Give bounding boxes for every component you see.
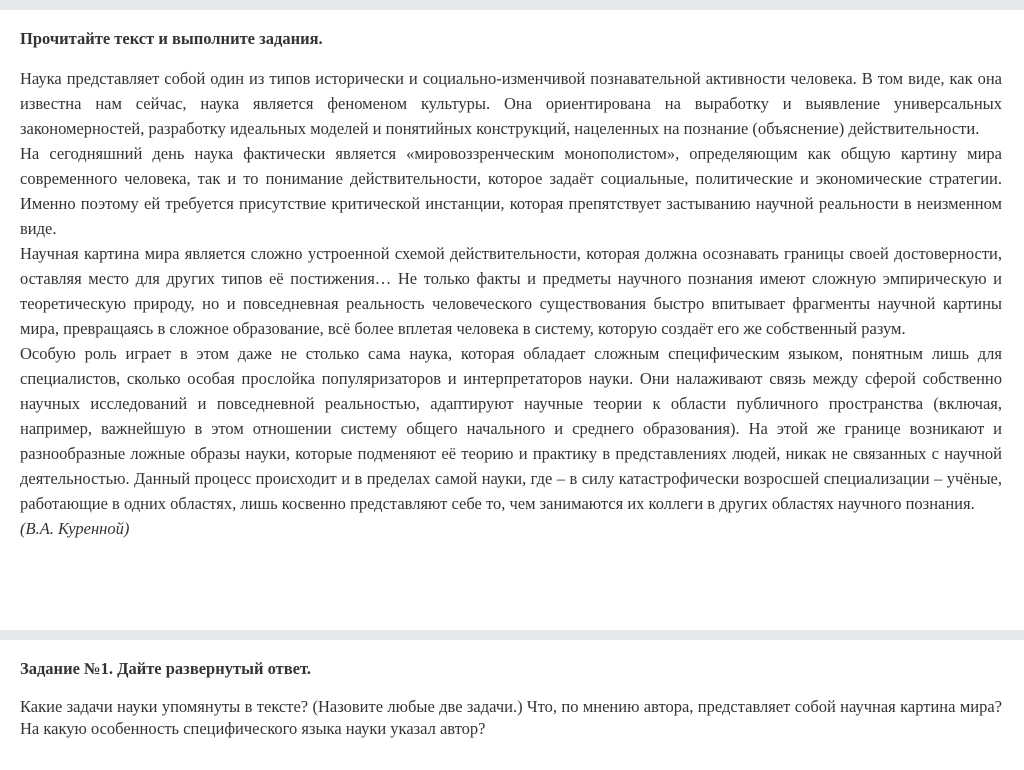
reading-section <box>0 10 1024 630</box>
reading-instruction: Прочитайте текст и выполните задания. <box>20 29 323 48</box>
author-attribution: (В.А. Куренной) <box>20 519 130 538</box>
task-section <box>0 640 1024 770</box>
top-divider <box>0 0 1024 10</box>
paragraph-4: Особую роль играет в этом даже не столько сама наука, которая обладает сложным специфическим языком, понятным лишь для специалистов, сколько особая прослойка популяризаторов и интерпретаторов науки. Они налаживают связь между сферой собственно научных исследований и повседневной реальностью, адаптируют научные теории к области публичного пространства (включая, например, важнейшую в этом отношении систему общего начального и среднего образования). На этой же границе возникают и разнообразные ложные образы науки, которые подменяют её теорию и практику в представлениях людей, никак не связанных с научной деятельностью. Данный процесс происходит и в пределах самой науки, где – в силу катастрофически возросшей специализации – учёные, работающие в одних областях, лишь косвенно представляют себе то, чем занимаются их коллеги в других областях научного познания. <box>20 344 1002 513</box>
task-question: Какие задачи науки упомянуты в тексте? (Назовите любые две задачи.) Что, по мнению автора, представляет собой научная картина мира? На какую особенность специфического языка науки указал автор? <box>20 697 1002 738</box>
text-body <box>20 66 1002 541</box>
task-title: Задание №1. Дайте развернутый ответ. <box>20 659 311 678</box>
paragraph-1: Наука представляет собой один из типов исторически и социально-изменчивой познавательной активности человека. В том виде, как она известна нам сейчас, наука является феноменом культуры. Она ориентирована на выработку и выявление универсальных закономерностей, разработку идеальных моделей и понятийных конструкций, нацеленных на познание (объяснение) действительности. <box>20 69 1002 138</box>
paragraph-3: Научная картина мира является сложно устроенной схемой действительности, которая должна осознавать границы своей достоверности, оставляя место для других типов её постижения… Не только факты и предметы научного познания имеют сложную эмпирическую и теоретическую природу, но и повседневная реальность человеческого существования быстро впитывает фрагменты научной картины мира, превращаясь в сложное образование, всё более вплетая человека в систему, которую создаёт его же собственный разум. <box>20 244 1002 338</box>
section-divider <box>0 630 1024 640</box>
paragraph-2: На сегодняшний день наука фактически является «мировоззренческим монополистом», определяющим как общую картину мира современного человека, так и то понимание действительности, которое задаёт социальные, политические и экономические стратегии. Именно поэтому ей требуется присутствие критической инстанции, которая препятствует застыванию научной реальности в неизменном виде. <box>20 144 1002 238</box>
